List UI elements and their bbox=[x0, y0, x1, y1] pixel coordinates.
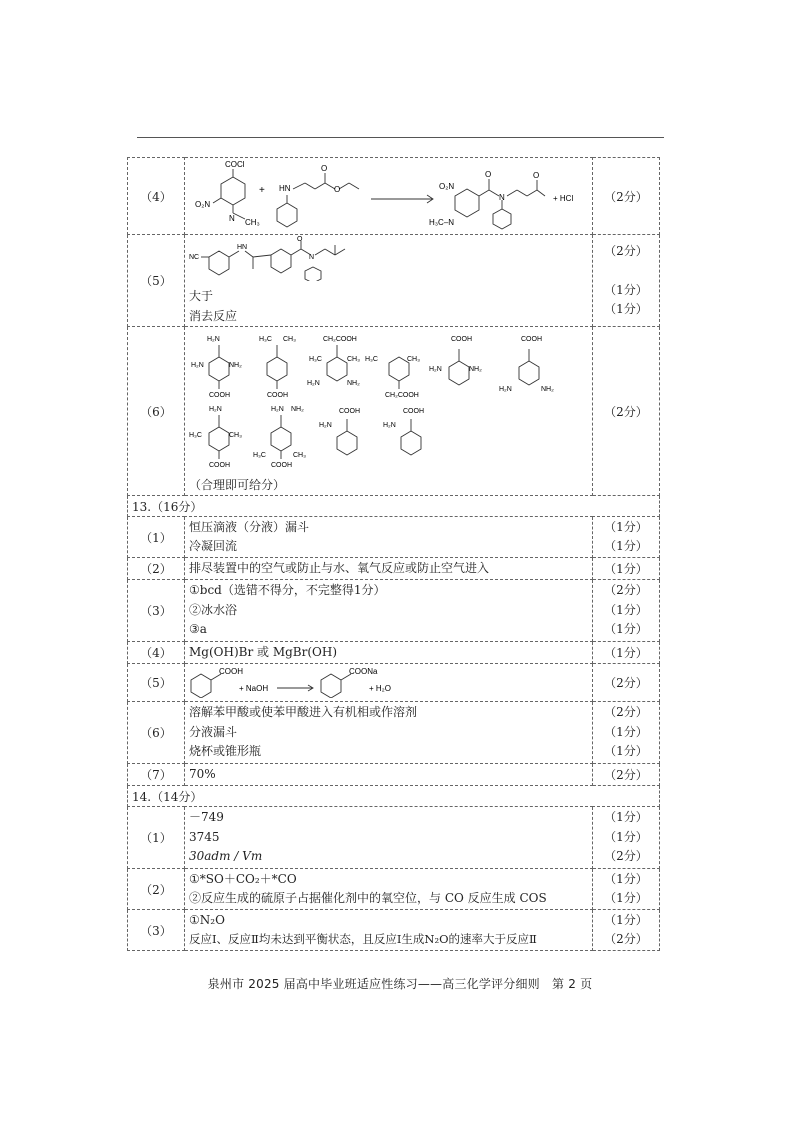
label-h3c: H₃C bbox=[253, 452, 266, 460]
answer-line: 30adm / Vm bbox=[189, 849, 263, 864]
reaction-equation-q12-4 bbox=[185, 158, 593, 235]
answer-line: 溶解苯甲酸或使苯甲酸进入有机相或作溶剂 bbox=[189, 705, 418, 720]
label-o-ester: O bbox=[334, 184, 341, 194]
question-number: （6） bbox=[128, 327, 185, 496]
score-line: （1分） bbox=[604, 829, 648, 844]
label-coona: COONa bbox=[349, 667, 378, 677]
answer-line: 恒压滴液（分液）漏斗 bbox=[189, 519, 310, 534]
page-footer: 泉州市 2025 届高中毕业班适应性练习——高三化学评分细则 第 2 页 bbox=[207, 977, 593, 991]
table-row bbox=[128, 580, 660, 642]
question-number: （1） bbox=[128, 807, 185, 869]
answer-line: 70% bbox=[185, 764, 593, 786]
question-number: （5） bbox=[128, 664, 185, 702]
label-hn: HN bbox=[279, 183, 291, 193]
label-h2n: H₂N bbox=[429, 366, 442, 374]
table-row bbox=[128, 327, 660, 496]
label-h2o: + H₂O bbox=[369, 684, 391, 694]
answer-line: ①bcd（选错不得分，不完整得1分） bbox=[189, 583, 386, 598]
score-line: （2分） bbox=[604, 243, 648, 258]
label-n-amide: N bbox=[499, 192, 505, 202]
score-cell bbox=[593, 235, 660, 327]
label-o-product: O bbox=[533, 170, 540, 180]
score-cell bbox=[593, 807, 660, 869]
score-cell: （1分） bbox=[593, 558, 660, 580]
structure-diagram bbox=[189, 664, 439, 698]
label-cooh: COOH bbox=[521, 336, 542, 344]
score-line: （1分） bbox=[604, 744, 648, 759]
score-cell bbox=[593, 910, 660, 951]
label-hcl: + HCl bbox=[553, 193, 574, 203]
score-line: （1分） bbox=[604, 602, 648, 617]
table-row bbox=[128, 807, 660, 869]
answer-cell bbox=[185, 235, 593, 327]
answer-line: 大于 bbox=[189, 289, 214, 304]
question-number: （6） bbox=[128, 702, 185, 764]
structure-diagram bbox=[189, 327, 585, 469]
score-line: （1分） bbox=[604, 519, 648, 534]
question-number: （4） bbox=[128, 158, 185, 235]
label-hn: HN bbox=[237, 244, 248, 251]
label-h2n: H₂N bbox=[191, 362, 204, 370]
answer-line: ①N₂O bbox=[189, 912, 225, 927]
score-line: （1分） bbox=[604, 282, 648, 297]
score-cell bbox=[593, 517, 660, 558]
label-nh2: NH₂ bbox=[347, 380, 360, 388]
answer-note: （合理即可给分） bbox=[189, 477, 286, 492]
score-line: （1分） bbox=[604, 810, 648, 825]
structure-diagram bbox=[189, 159, 584, 231]
answer-cell bbox=[185, 910, 593, 951]
answer-line: 3745 bbox=[189, 829, 220, 844]
label-cooh: COOH bbox=[209, 392, 230, 400]
answer-line: 消去反应 bbox=[189, 308, 238, 323]
label-cooh: COOH bbox=[403, 408, 424, 416]
answer-line: 分液漏斗 bbox=[189, 724, 238, 739]
label-h2n: H₂N bbox=[307, 380, 320, 388]
label-nc: NC bbox=[189, 254, 200, 261]
label-h3c: H₃C bbox=[189, 432, 202, 440]
answer-table bbox=[127, 157, 660, 951]
score-line: （2分） bbox=[604, 932, 648, 947]
label-h2n: H₂N bbox=[383, 422, 396, 430]
score-cell: （2分） bbox=[593, 327, 660, 496]
label-h2n: H₂N bbox=[319, 422, 332, 430]
label-nh2: NH₂ bbox=[229, 362, 242, 370]
score-line: （1分） bbox=[604, 302, 648, 317]
answer-line: 反应Ⅰ、反应Ⅱ均未达到平衡状态，且反应Ⅰ生成N₂O的速率大于反应Ⅱ bbox=[189, 932, 537, 947]
score-cell: （2分） bbox=[593, 664, 660, 702]
table-row bbox=[128, 235, 660, 327]
answer-line: ①*SO＋CO₂＋*CO bbox=[189, 871, 297, 886]
label-o2n: O₂N bbox=[195, 199, 211, 209]
label-h2n: H₂N bbox=[499, 386, 512, 394]
section-header-row bbox=[128, 496, 660, 517]
label-ch3: CH₃ bbox=[293, 452, 306, 460]
score-cell bbox=[593, 869, 660, 910]
label-cooh: COOH bbox=[339, 408, 360, 416]
score-line: （2分） bbox=[604, 705, 648, 720]
score-line: （1分） bbox=[604, 891, 648, 906]
top-rule bbox=[137, 137, 664, 138]
label-ch2cooh: CH₂COOH bbox=[385, 392, 419, 400]
label-o: O bbox=[297, 236, 303, 243]
score-cell: （2分） bbox=[593, 764, 660, 786]
label-cooh: COOH bbox=[219, 667, 243, 677]
label-ch3: CH₃ bbox=[407, 356, 420, 364]
label-h3c: H₃C bbox=[259, 336, 272, 344]
answer-cell bbox=[185, 869, 593, 910]
label-nh2: NH₂ bbox=[469, 366, 482, 374]
question-number: （1） bbox=[128, 517, 185, 558]
score-cell: （1分） bbox=[593, 642, 660, 664]
question-number: （2） bbox=[128, 558, 185, 580]
label-cooh: COOH bbox=[451, 336, 472, 344]
score-line: （1分） bbox=[604, 622, 648, 637]
label-h3c: H₃C bbox=[309, 356, 322, 364]
answer-cell bbox=[185, 807, 593, 869]
label-h3c-n: H₃C–N bbox=[429, 217, 455, 227]
label-cooh: COOH bbox=[271, 462, 292, 470]
table-row bbox=[128, 158, 660, 235]
answer-cell bbox=[185, 327, 593, 496]
score-cell: （2分） bbox=[593, 158, 660, 235]
answer-cell bbox=[185, 517, 593, 558]
answer-line: ②反应生成的硫原子占据催化剂中的氧空位，与 CO 反应生成 COS bbox=[189, 891, 547, 906]
label-n: N bbox=[309, 254, 315, 261]
table-row bbox=[128, 664, 660, 702]
question-number: （7） bbox=[128, 764, 185, 786]
label-cocl: COCl bbox=[225, 159, 245, 169]
label-naoh: + NaOH bbox=[239, 684, 269, 694]
label-h2n: H₂N bbox=[209, 406, 222, 414]
score-line: （2分） bbox=[604, 849, 648, 864]
table-row bbox=[128, 517, 660, 558]
label-ch3: CH₃ bbox=[229, 432, 242, 440]
answer-cell bbox=[185, 702, 593, 764]
score-cell bbox=[593, 580, 660, 642]
label-h2n: H₂N bbox=[271, 406, 284, 414]
answer-cell bbox=[185, 580, 593, 642]
label-cooh: COOH bbox=[267, 392, 288, 400]
label-o-amide: O bbox=[485, 169, 492, 179]
question-number: （2） bbox=[128, 869, 185, 910]
label-ch3: CH₃ bbox=[347, 356, 360, 364]
label-plus: + bbox=[259, 184, 265, 196]
label-nh2: NH₂ bbox=[541, 386, 554, 394]
question-number: （3） bbox=[128, 580, 185, 642]
score-line: （1分） bbox=[604, 724, 648, 739]
table-row bbox=[128, 702, 660, 764]
label-ch3: CH₃ bbox=[245, 217, 260, 227]
label-nh: N bbox=[229, 213, 235, 223]
question-number: （3） bbox=[128, 910, 185, 951]
label-ch2cooh: CH₂COOH bbox=[323, 336, 357, 344]
label-h2n: H₂N bbox=[207, 336, 220, 344]
section-header: 13.（16分） bbox=[128, 496, 660, 517]
reaction-equation-q13-5 bbox=[185, 664, 593, 702]
score-line: （2分） bbox=[604, 583, 648, 598]
answer-line: ②冰水浴 bbox=[189, 602, 238, 617]
question-number: （4） bbox=[128, 642, 185, 664]
score-line: （1分） bbox=[604, 912, 648, 927]
score-line: （1分） bbox=[604, 539, 648, 554]
answer-line: ③a bbox=[189, 622, 207, 637]
label-o2n-product: O₂N bbox=[439, 181, 455, 191]
question-number: （5） bbox=[128, 235, 185, 327]
table-row bbox=[128, 642, 660, 664]
table-row bbox=[128, 869, 660, 910]
score-cell bbox=[593, 702, 660, 764]
table-row bbox=[128, 910, 660, 951]
table-row bbox=[128, 764, 660, 786]
label-cooh: COOH bbox=[209, 462, 230, 470]
answer-line: 冷凝回流 bbox=[189, 539, 238, 554]
label-h3c: H₃C bbox=[365, 356, 378, 364]
label-ch3: CH₃ bbox=[283, 336, 296, 344]
section-header-row bbox=[128, 786, 660, 807]
answer-line: －749 bbox=[189, 810, 224, 825]
answer-line: 排尽装置中的空气或防止与水、氧气反应或防止空气进入 bbox=[185, 558, 593, 580]
score-line: （1分） bbox=[604, 871, 648, 886]
answer-line: 烧杯或锥形瓶 bbox=[189, 744, 262, 759]
section-header: 14.（14分） bbox=[128, 786, 660, 807]
answer-line: Mg(OH)Br 或 MgBr(OH) bbox=[185, 642, 593, 664]
label-o: O bbox=[321, 163, 328, 173]
label-nh2: NH₂ bbox=[291, 406, 304, 414]
structure-diagram bbox=[189, 235, 389, 281]
table-row bbox=[128, 558, 660, 580]
